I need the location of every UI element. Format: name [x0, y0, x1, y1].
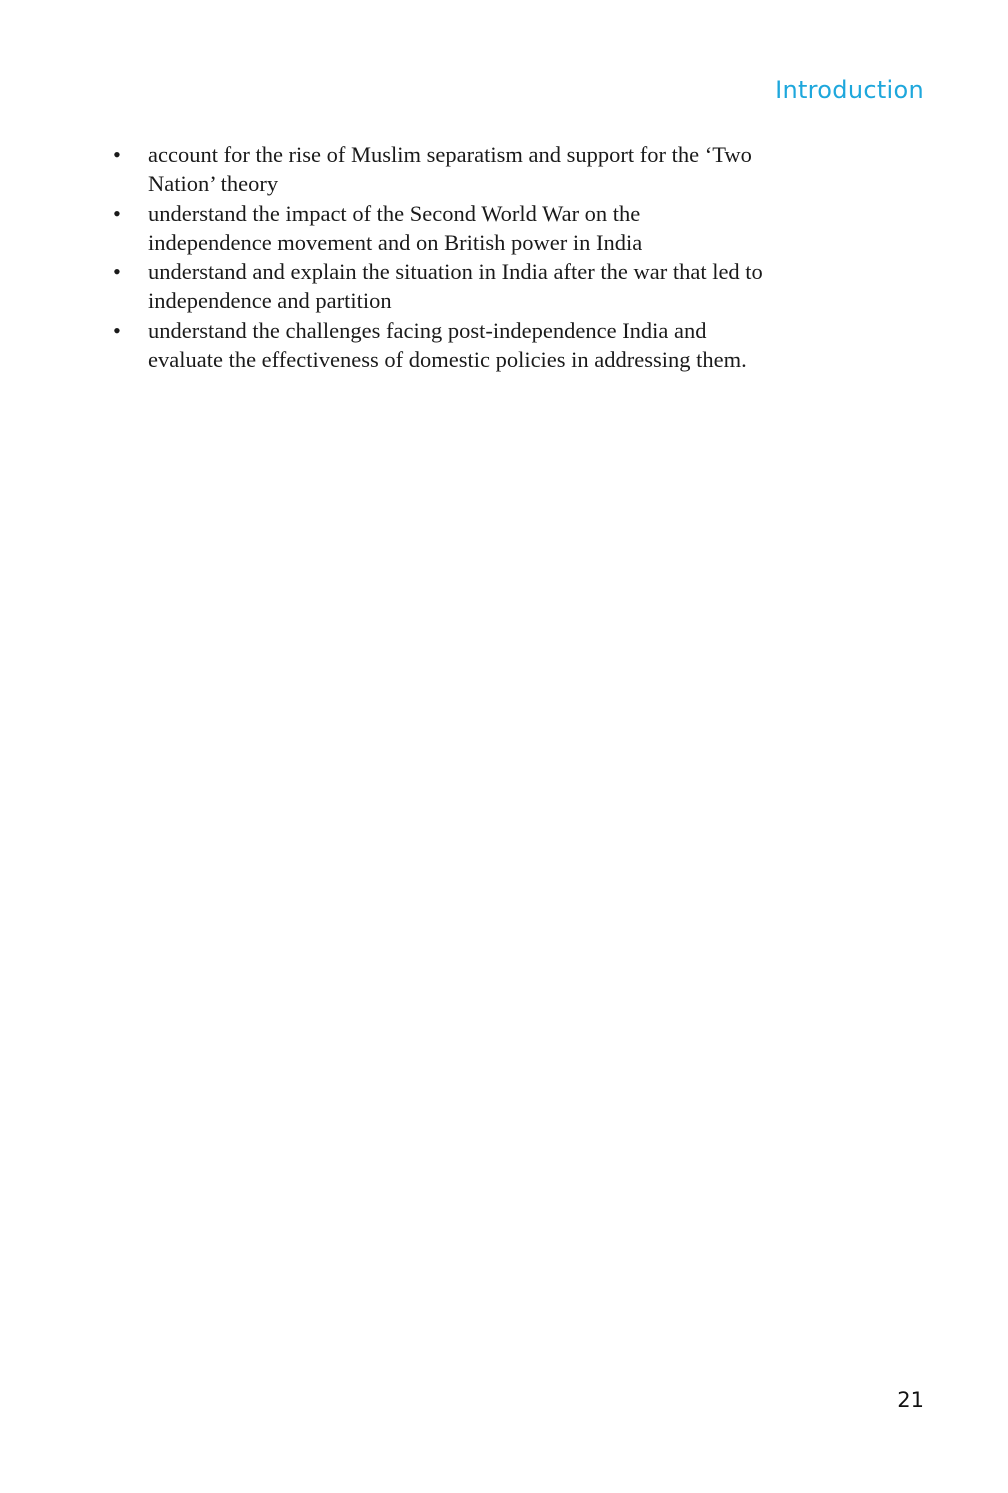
bullet-icon: •: [113, 142, 121, 167]
list-item-line: Nation’ theory: [148, 171, 279, 197]
list-item-line: evaluate the effectiveness of domestic policies in addressing them.: [148, 347, 747, 373]
bullet-icon: •: [113, 317, 121, 343]
list-item-line: independence and partition: [148, 288, 392, 314]
list-item: [112, 316, 832, 375]
list-item-line: understand the impact of the Second World War on the: [148, 200, 641, 226]
list-item-line: understand and explain the situation in India after the war that led to: [148, 259, 763, 285]
bullet-icon: •: [113, 259, 121, 285]
bullet-icon: •: [113, 200, 121, 226]
running-head-title: Introduction: [775, 76, 924, 104]
list-item-line: account for the rise of Muslim separatism and support for the ‘Two: [148, 142, 752, 167]
list-item: [112, 140, 832, 199]
list-item: [112, 257, 832, 316]
page-number: 21: [897, 1388, 924, 1412]
list-item-line: independence movement and on British power in India: [148, 229, 643, 255]
list-item-text: [148, 140, 832, 199]
objectives-list: [112, 140, 832, 374]
list-item-line: understand the challenges facing post-independence India and: [148, 317, 707, 343]
list-item: [112, 199, 832, 258]
list-item-text: [148, 316, 832, 375]
list-item-text: [148, 199, 832, 258]
list-item-text: [148, 257, 832, 316]
